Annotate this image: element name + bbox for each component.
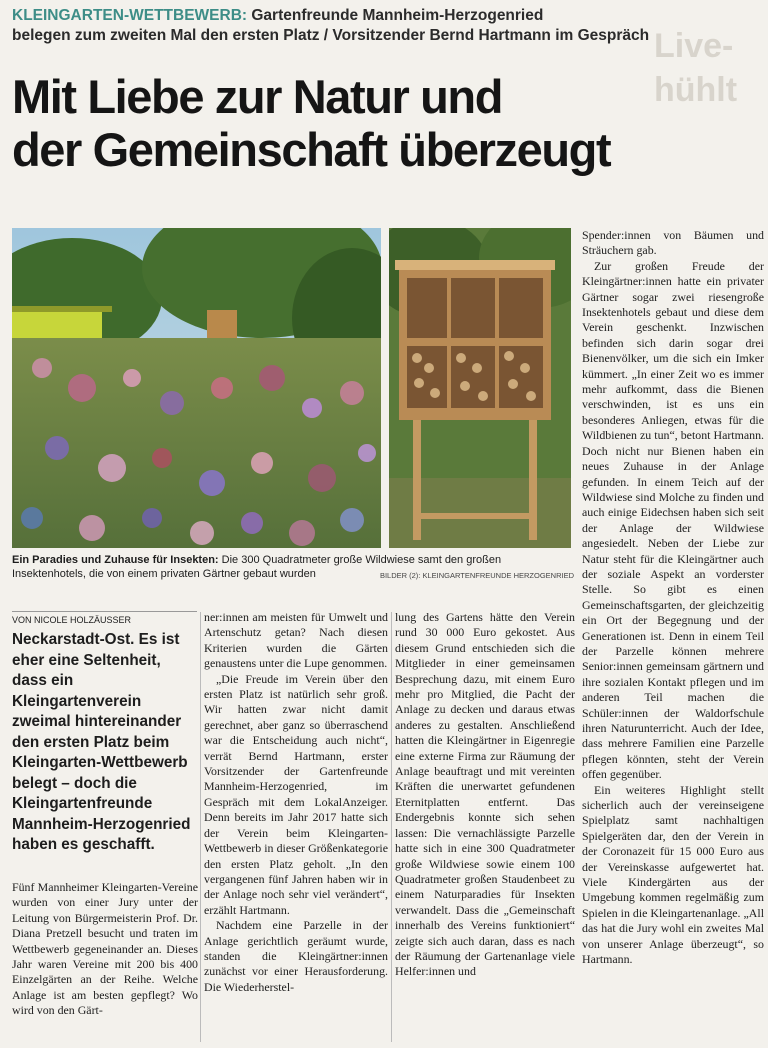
lead-paragraph: Neckarstadt-Ost. Es ist eher eine Seltenheit, dass ein Kleingartenverein zweimal hintereinander den ersten Platz beim Kleingarten-Wettbewerb belegt – doch die Kleingartenfreunde Mannheim-Herzogenried haben es geschafft. xyxy=(12,631,191,853)
caption-bold: Ein Paradies und Zuhause für Insekten: xyxy=(12,554,219,566)
kicker xyxy=(12,6,760,46)
meadow-photo xyxy=(12,228,381,548)
column-2-paragraph-2: „Die Freude im Verein über den ersten Platz ist natürlich sehr groß. Wir hatten zwar nicht damit gerechnet, aber ganz so überraschend war die Entscheidung auch nicht“, verrät Bernd Hartmann, erster Vorsitzender der Gartenfreunde Mannheim-Herzogenried, im Gespräch mit dem LokalAnzeiger. Denn bereits im Jahr 2017 hatte sich der Verein beim Kleingarten-Wettbewerb in dieser Größenkategorie den ersten Platz geholt. „In den vergangenen fünf Jahren haben wir in der Anlage noch sehr viel verändert“, erzählt Hartmann. xyxy=(204,671,388,917)
photo-caption xyxy=(12,553,574,583)
byline: VON NICOLE HOLZÄUSSER xyxy=(12,611,197,625)
column-3 xyxy=(395,610,575,980)
kicker-keyword: KLEINGARTEN-WETTBEWERB: xyxy=(12,7,248,24)
column-4-paragraph-2: Zur großen Freude der Kleingärtner:innen hatte ein privater Gärtner sogar zwei riesengroße Insektenhotels gebaut und diese dem Verein geschenkt. Inzwischen befinden sich darin sogar drei Bienenvölker, um die sich ein Imker kümmert. „In einer Zeit wo es immer mehr aufkommt, dass die Bienen verschwinden, ist es uns ein besonderes Anliegen, etwas für die Wildbienen zu tun“, betont Hartmann. Doch nicht nur Bienen haben ein neues Zuhause in der Anlage gefunden. In einem Teich auf der Wildwiese sind Molche zu finden und auch einige Eidechsen haben sich seit der Anlage der Wildwiese angesiedelt. Neben der Liebe zur Natur steht für die Kleingärtner auch der soziale Aspekt an vorderster Stelle. So gibt es einen Gemeinschaftsgarten, der gleichzeitig ein Ort der Begegnung und der Generationen ist. Denn in einem Teil der Parzelle können mehrere Senior:innen gemeinsam gärtnern und ihre sozialen Kontakt pflegen und im anderen Teil machen die Schüler:innen der Waldorfschule ihren Naturunterricht. Auch der Idee, dass mehrere Familien eine Parzelle pflegen könnten, steht der Verein offen gegenüber. xyxy=(582,258,764,782)
column-3-paragraph-1: lung des Gartens hätte den Verein rund 30 000 Euro gekostet. Aus diesem Grund entschieden sich die Mitglieder in einer gemeinsamen Besprechung dazu, mit einem Euro mehr pro Mitglied, die Pacht der Anlage zu decken und daraus etwas anderes zu gestalten. Anschließend hatten die Kleingärtner in Eigenregie eine externe Firma zur Räumung der Anlage beauftragt und mit vereinten Kräften die unerwartet gefundenen Eternitplatten entfernt. Das Endergebnis konnte sich sehen lassen: Die vernachlässigte Parzelle hatte sich in eine 300 Quadratmeter große Wildwiese sowie einem 100 Quadratmeter großen Staudenbeet zu einem Naturparadies für Insekten verwandelt. Dass die „Gemeinschaft innerhalb des Vereins funktioniert“ zeigte sich auch daran, dass es nach der Räumung der Gartenanlage viele Helfer:innen und xyxy=(395,610,575,979)
headline xyxy=(12,70,768,176)
column-2-paragraph-1: ner:innen am meisten für Umwelt und Artenschutz getan? Nach diesen Kriterien wurden die Gärten genaustens unter die Lupe genommen. xyxy=(204,610,388,671)
kicker-line1: Gartenfreunde Mannheim-Herzogenried xyxy=(251,7,544,24)
caption-text: Die 300 Quadratmeter große Wildwiese samt den großen Insektenhotels, die von einem privaten Gärtner gebaut wurden xyxy=(12,554,502,580)
column-divider xyxy=(391,612,392,1042)
column-4-paragraph-3: Ein weiteres Highlight stellt sicherlich auch der vereinseigene Spielplatz samt nachhaltigen Spielgeräten dar, den der Verein in der Coronazeit für 15 000 Euro aus der Vereinskasse aufgewertet hat. Viele Kindergärten aus der Umgebung kommen regelmäßig zum Spielen in die Kleingartenanlage. „All das hat die Jury wohl ein zweites Mal von unserer Anlage überzeugt“, so Hartmann. xyxy=(582,782,764,967)
column-4 xyxy=(582,228,764,968)
bleed-through-text: Live- hühlt xyxy=(654,27,738,109)
headline-line2: der Gemeinschaft überzeugt xyxy=(12,123,611,176)
column-2 xyxy=(204,610,388,995)
column-2-paragraph-3: Nachdem eine Parzelle in der Anlage gerichtlich geräumt wurde, standen die Kleingärtner:innen zunächst vor einer Herausforderung. Die Wiederherstel- xyxy=(204,918,388,994)
column-1 xyxy=(12,880,198,1019)
photo-credit: BILDER (2): KLEINGARTENFREUNDE HERZOGENRIED xyxy=(379,571,574,580)
column-4-paragraph-1: Spender:innen von Bäumen und Sträuchern gab. xyxy=(582,228,764,258)
column-1-paragraph-1: Fünf Mannheimer Kleingarten-Vereine wurden von einer Jury unter der Leitung von Bürgermeisterin Prof. Dr. Diana Pretzell besucht und traten im Wettbewerb gegeneinander an. Dieses Jahr waren Vereine mit 200 bis 400 Einzelgärten an der Reihe. Welche Anlage ist am besten gepflegt? Wo wird von den Gärt- xyxy=(12,880,198,1018)
column-divider xyxy=(200,612,201,1042)
insect-hotel-photo xyxy=(389,228,571,548)
headline-line1: Mit Liebe zur Natur und xyxy=(12,70,503,123)
kicker-line2: belegen zum zweiten Mal den ersten Platz / Vorsitzender Bernd Hartmann im Gespräch xyxy=(12,27,650,44)
